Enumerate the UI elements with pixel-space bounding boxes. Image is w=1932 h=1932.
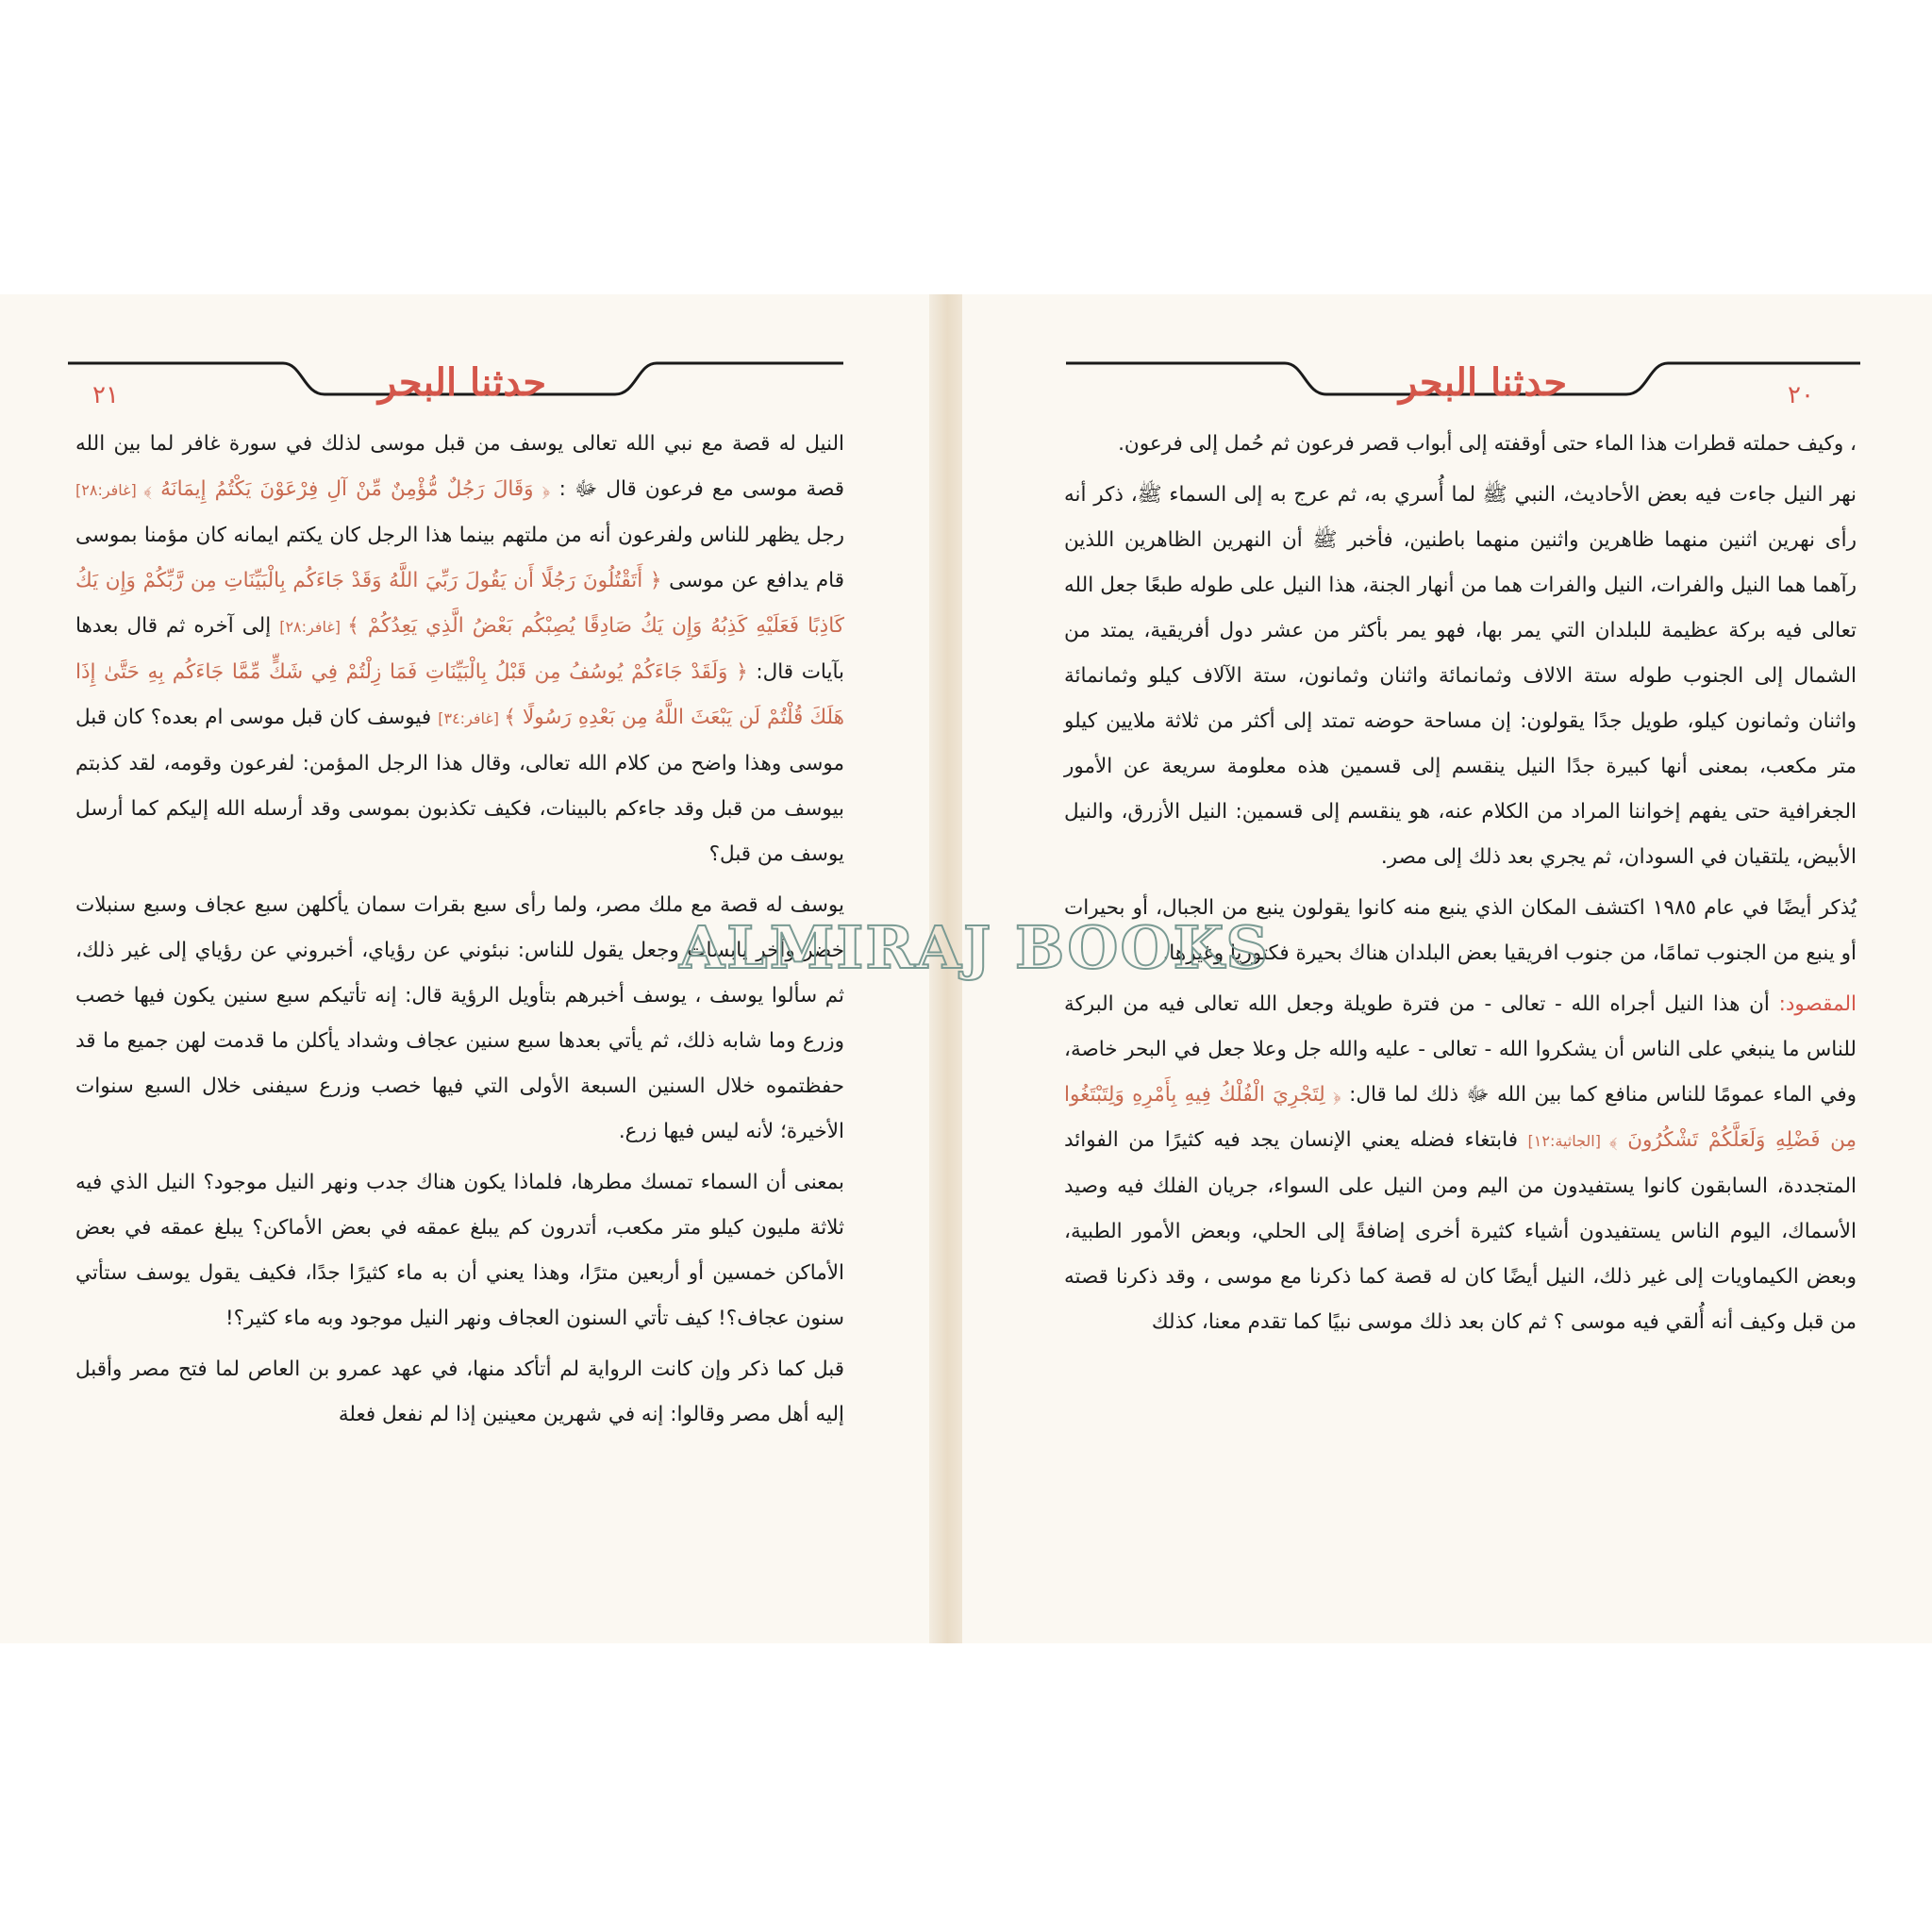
paragraph bbox=[1064, 982, 1857, 1345]
paragraph bbox=[1064, 473, 1857, 880]
quran-verse: ﴿ أَتَقْتُلُونَ رَجُلًا أَن يَقُولَ رَبِّيَ اللَّهُ وَقَدْ جَاءَكُم بِالْبَيِّنَاتِ مِن رَّبِّكُمْ وَإِن يَكُ كَاذِبًا فَعَلَيْهِ كَذِبُهُ وَإِن يَكُ صَادِقًا يُصِبْكُم بَعْضُ الَّذِي يَعِدُكُمْ ﴾ bbox=[75, 569, 844, 638]
page-number: ٢١ bbox=[92, 381, 119, 409]
watermark-text: ALMIRAJ BOOKS bbox=[679, 913, 1271, 982]
quran-verse: ﴿ وَقَالَ رَجُلٌ مُّؤْمِنٌ مِّنْ آلِ فِرْعَوْنَ يَكْتُمُ إِيمَانَهُ ﴾ bbox=[143, 477, 551, 501]
body-text-run: يُذكر أيضًا في عام ١٩٨٥ اكتشف المكان الذي ينبع منه كانوا يقولون ينبع من الجبال، أو بحيرات أو ينبع من الجنوب تمامًا، من جنوب افريقيا بعض البلدان هناك بحيرة فكتوريا وغيرها. bbox=[1064, 896, 1857, 965]
quran-verse: ﴿ وَلَقَدْ جَاءَكُمْ يُوسُفُ مِن قَبْلُ بِالْبَيِّنَاتِ فَمَا زِلْتُمْ فِي شَكٍّ مِّمَّا جَاءَكُم بِهِ حَتَّىٰ إِذَا هَلَكَ قُلْتُمْ لَن يَبْعَثَ اللَّهُ مِن بَعْدِهِ رَسُولًا ﴾ bbox=[75, 660, 844, 729]
running-title: حدثنا البحر bbox=[1398, 360, 1568, 405]
quran-verse: ﴿ لِتَجْرِيَ الْفُلْكُ فِيهِ بِأَمْرِهِ وَلِتَبْتَغُوا مِن فَضْلِهِ وَلَعَلَّكُمْ تَشْكُرُونَ ﴾ bbox=[1064, 1083, 1857, 1152]
body-text-run: نهر النيل جاءت فيه بعض الأحاديث، النبي ﷺ لما أُسري به، ثم عرج به إلى السماء ﷺ، ذكر أنه رأى نهرين اثنين منهما ظاهرين واثنين منهما باطنين، فأخبر ﷺ أن النهرين الظاهرين اللذين رآهما هما النيل والفرات، النيل والفرات هما من أنهار الجنة، هذا النيل على طوله طبعًا جعل الله تعالى فيه بركة عظيمة للبلدان التي يمر بها، فهو يمر بأكثر من عشر دول أفريقية، يمتد من الشمال إلى الجنوب طوله ستة الالاف وثمانمائة واثنان وثمانون، ستة الآلاف كيلو وثمانمائة واثنان وثمانون كيلو، طويل جدًا يقولون: إن مساحة حوضه تمتد إلى أكثر من ثلاثة ملايين كيلو متر مكعب، بمعنى أنها كبيرة جدًا النيل ينقسم إلى قسمين هذه معلومة سريعة عن الأمور الجغرافية حتى يفهم إخواننا المراد من الكلام عنه، هو ينقسم إلى قسمين: النيل الأزرق، والنيل الأبيض، يلتقيان في السودان، ثم يجري بعد ذلك إلى مصر. bbox=[1064, 483, 1857, 869]
page-number: ٢٠ bbox=[1788, 381, 1814, 409]
section-label: المقصود: bbox=[1778, 992, 1857, 1016]
body-text-run: ، وكيف حملته قطرات هذا الماء حتى أوقفته إلى أبواب قصر فرعون ثم حُمل إلى فرعون. bbox=[1118, 432, 1857, 456]
body-text-run: إلى آخره ثم قال بعدها بآيات قال: bbox=[75, 614, 844, 684]
verse-reference: [غافر:٢٨] bbox=[279, 618, 348, 636]
body-text-run: يوسف له قصة مع ملك مصر، ولما رأى سبع بقرات سمان يأكلهن سبع عجاف وسبع سنبلات خضر وأخر يابسات وجعل يقول للناس: نبئوني عن رؤياي، أخبروني عن رؤياي إلى غير ذلك، ثم سألوا يوسف ، يوسف أخبرهم بتأويل الرؤية قال: إنه تأتيكم سبع سنين يكون فيها خصب وزرع وما شابه ذلك، ثم يأتي بعدها سبع سنين عجاف وشداد يأكلن ما قدمت لهن جميع ما قد حفظتموه خلال السنين السبعة الأولى التي فيها خصب وزرع سيفنى خلال السبع سنوات الأخيرة؛ لأنه ليس فيها زرع. bbox=[75, 893, 844, 1143]
body-text-run: فابتغاء فضله يعني الإنسان يجد فيه كثيرًا من الفوائد المتجددة، السابقون كانوا يستفيدون من اليم ومن النيل على السواء، جريان الفلك فيه وصيد الأسماك، اليوم الناس يستفيدون أشياء كثيرة أخرى إضافةً إلى الحلي، وبعض الأمور الطبية، وبعض الكيماويات إلى غير ذلك، النيل أيضًا كان له قصة كما ذكرنا مع موسى ، وقد ذكرنا قصته من قبل وكيف أنه أُلقي فيه موسى ؟ ثم كان بعد ذلك موسى نبيًا كما تقدم معنا، كذلك bbox=[1064, 1128, 1857, 1334]
verse-reference: [غافر:٢٨] bbox=[75, 481, 144, 499]
body-text-run: قبل كما ذكر وإن كانت الرواية لم أتأكد منها، في عهد عمرو بن العاص لما فتح مصر وأقبل إليه أهل مصر وقالوا: إنه في شهرين معينين إذا لم نفعل فعلة bbox=[75, 1357, 844, 1426]
page-body bbox=[1064, 422, 1857, 1351]
verse-reference: [غافر:٣٤] bbox=[438, 709, 505, 727]
body-text-run: أن هذا النيل أجراه الله - تعالى - من فترة طويلة وجعل الله تعالى فيه من البركة للناس ما ينبغي على الناس أن يشكروا الله - تعالى - عليه والله جل وعلا جعل في البحر خاصة، وفي الماء عمومًا للناس منافع كما بين الله ﷻ ذلك لما قال: bbox=[1064, 992, 1857, 1107]
body-text-run: فيوسف كان قبل موسى ام بعده؟ كان قبل موسى وهذا واضح من كلام الله تعالى، وقال هذا الرجل المؤمن: لفرعون وقومه، لقد كذبتم بيوسف من قبل وقد جاءكم بالبينات، فكيف تكذبون بموسى وقد أرسله الله إليكم كما أرسل يوسف من قبل؟ bbox=[75, 706, 844, 866]
body-text-run: النيل له قصة مع نبي الله تعالى يوسف من قبل موسى لذلك في سورة غافر لما بين الله قصة موسى مع فرعون قال ﷻ : bbox=[75, 432, 845, 501]
paragraph bbox=[75, 422, 844, 877]
running-title: حدثنا البحر bbox=[377, 360, 547, 405]
paragraph bbox=[75, 1160, 844, 1341]
paragraph bbox=[75, 1347, 844, 1438]
paragraph bbox=[1064, 422, 1857, 467]
body-text-run: بمعنى أن السماء تمسك مطرها، فلماذا يكون هناك جدب ونهر النيل موجود؟ النيل الذي فيه ثلاثة مليون كيلو متر مكعب، أتدرون كم يبلغ عمقه في بعض الأماكن؟ يبلغ عمقه في بعض الأماكن خمسين أو أربعين مترًا، وهذا يعني أن به ماء كثيرًا جدًا، فكيف يقول يوسف ستأتي سنون عجاف؟! كيف تأتي السنون العجاف ونهر النيل موجود وبه ماء كثير؟! bbox=[75, 1171, 844, 1330]
body-text-run: رجل يظهر للناس ولفرعون أنه من ملتهم بينما هذا الرجل كان يكتم ايمانه كان مؤمنا بموسى قام يدافع عن موسى bbox=[75, 524, 844, 592]
verse-reference: [الجاثية:١٢] bbox=[1527, 1132, 1609, 1150]
